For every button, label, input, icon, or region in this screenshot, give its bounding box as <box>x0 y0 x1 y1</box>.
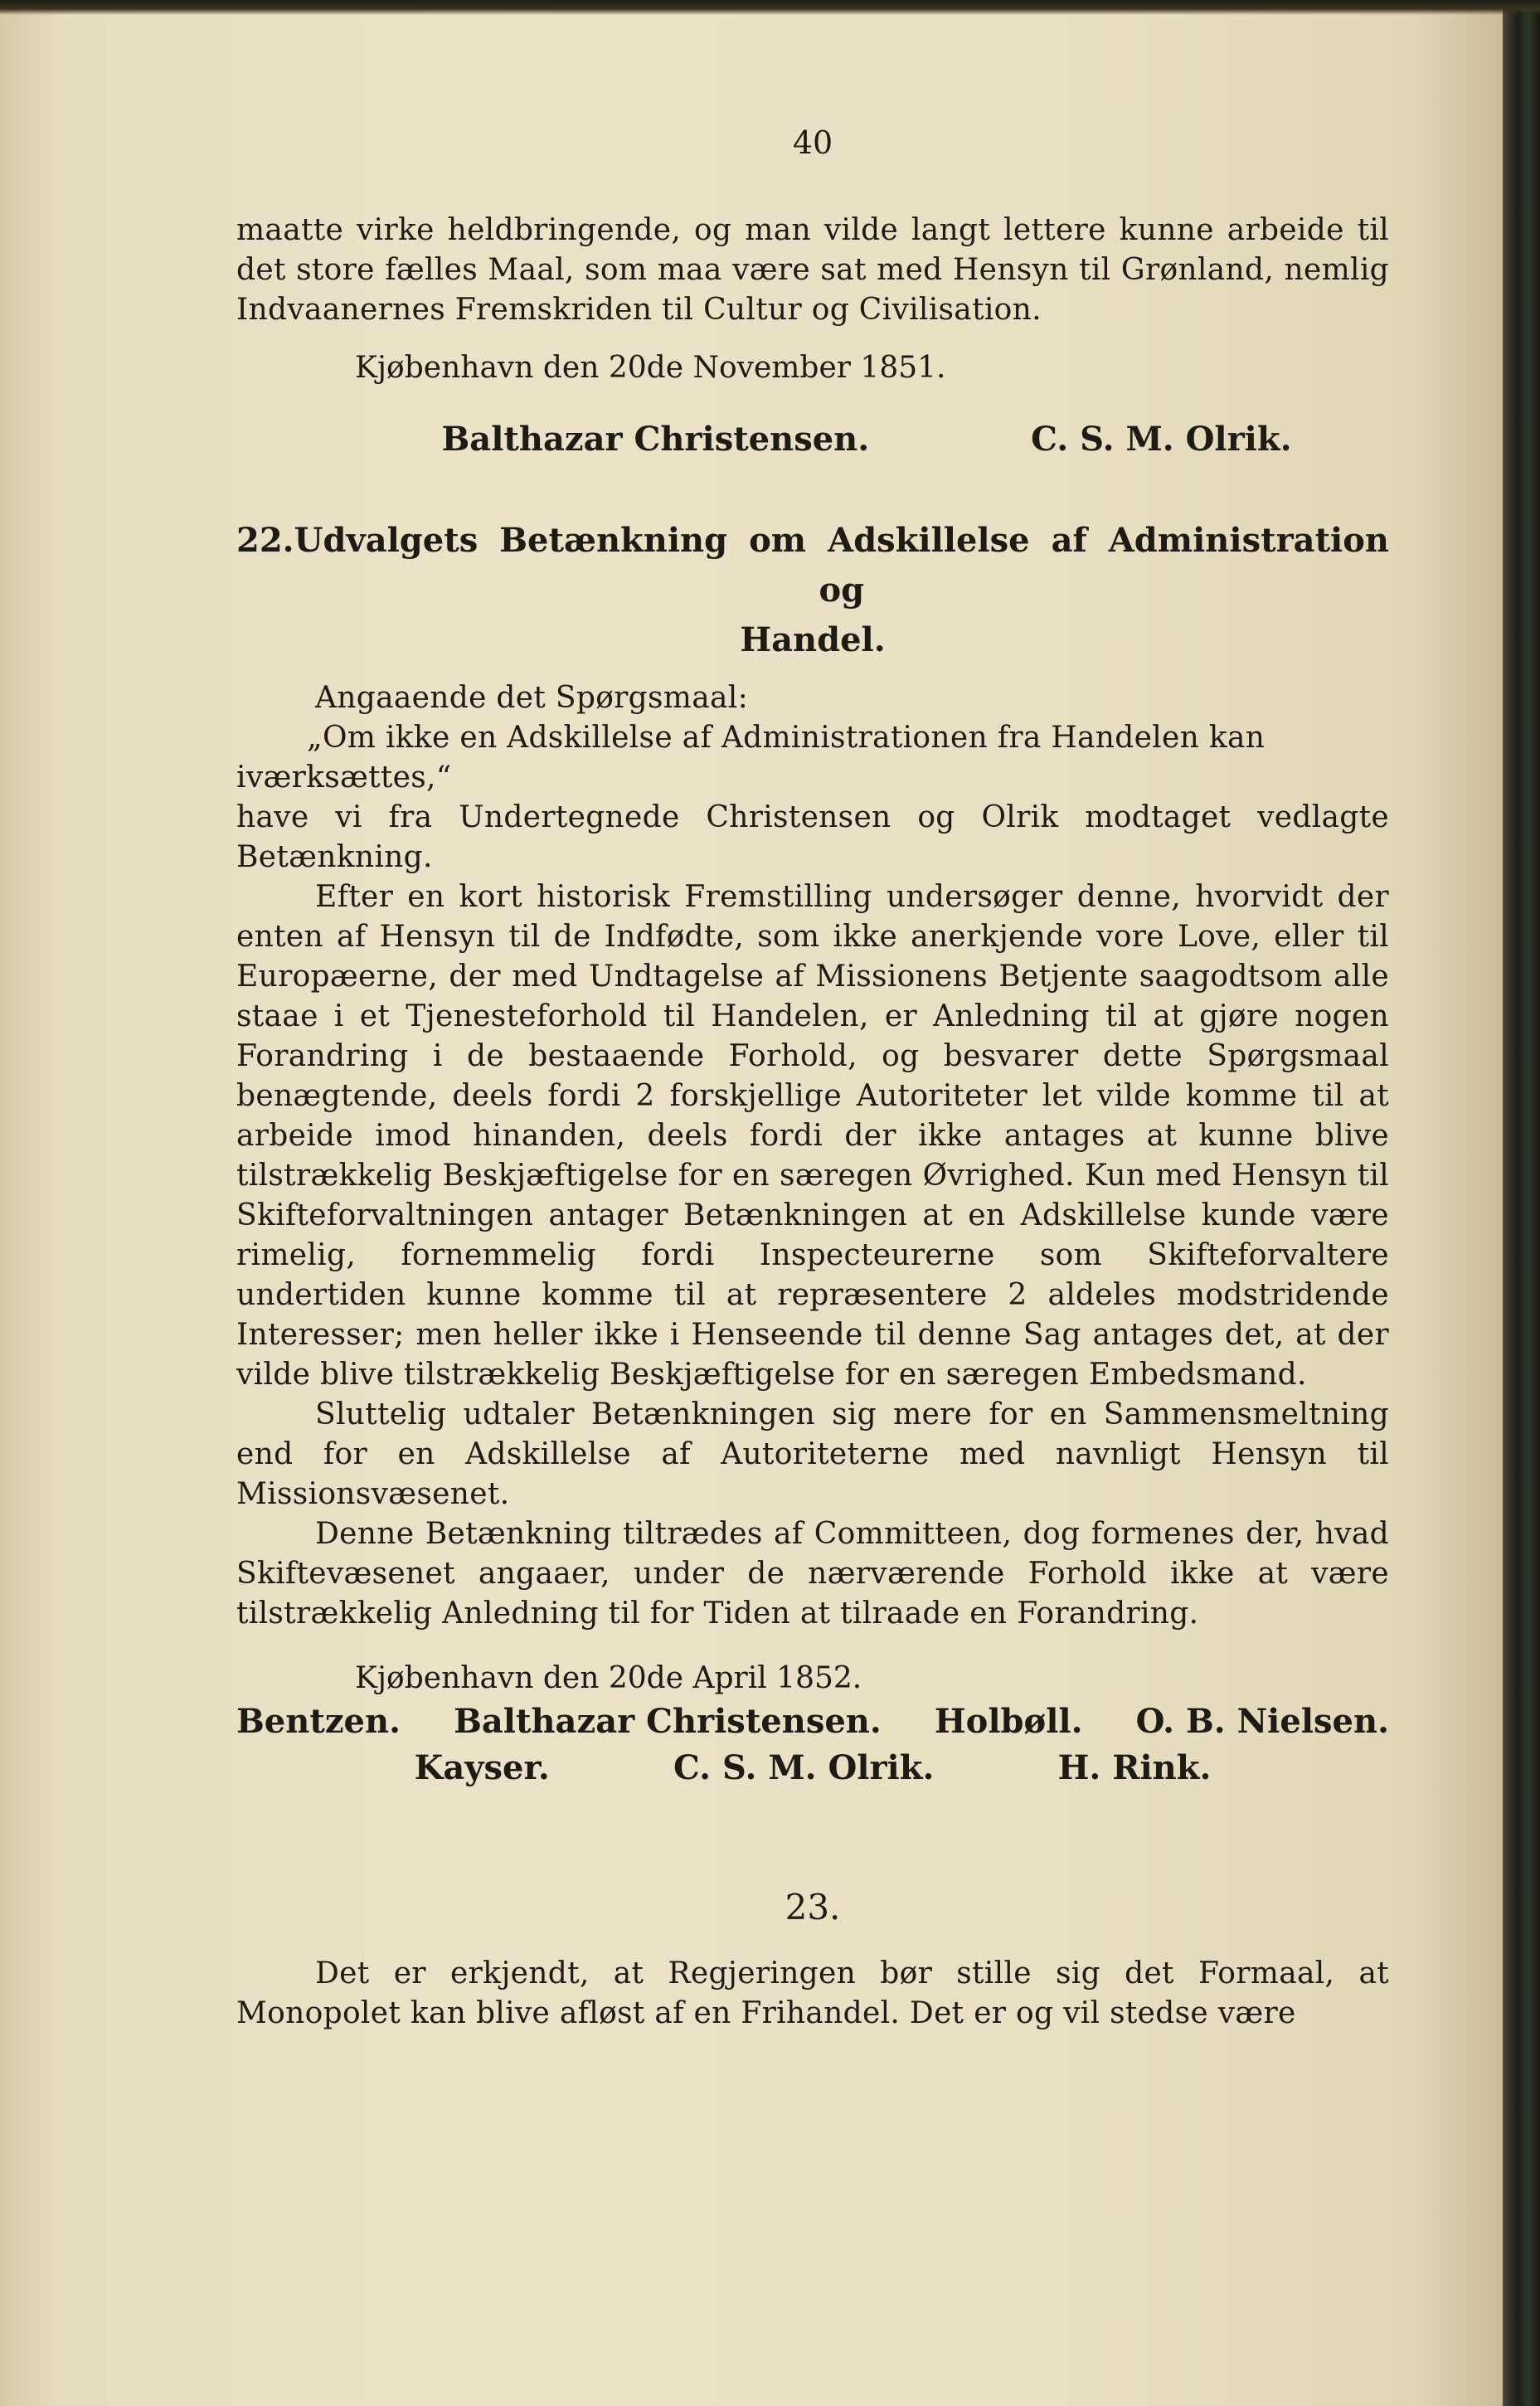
paragraph-have: have vi fra Undertegnede Christensen og Olrik modtaget vedlagte Betænkning. <box>236 800 1389 874</box>
quote-line-2: iværksættes,“ <box>236 761 452 795</box>
paragraph-denne: Denne Betænkning tiltrædes af Committeen, dog formenes der, hvad Skiftevæsenet angaaer, under de nærværende Forhold ikke at være tilstrækkelig Anledning til for Tiden at tilraade en Forandring. <box>236 1517 1389 1631</box>
paragraph-intro: Angaaende det Spørgsmaal: <box>315 681 749 715</box>
place-date-2: Kjøbenhavn den 20de April 1852. <box>355 1661 862 1695</box>
signature: C. S. M. Olrik. <box>1031 420 1292 459</box>
signatures-1 <box>236 416 1389 463</box>
paragraph-last: Det er erkjendt, at Regjeringen bør stille sig det Formaal, at Monopolet kan blive afløst af en Frihandel. Det er og vil stedse være <box>236 1956 1389 2030</box>
signatures-2-row-2 <box>236 1745 1389 1791</box>
paragraph-efter: Efter en kort historisk Fremstilling undersøger denne, hvorvidt der enten af Hensyn til de Indfødte, som ikke anerkjende vore Love, eller til Europæerne, der med Undtagelse af Missionens Betjente saagodtsom alle staae i et Tjenesteforhold til Handelen, er Anledning til at gjøre nogen Forandring i de bestaaende Forhold, og besvarer dette Spørgsmaal benægtende, deels fordi 2 forskjellige Autoriteter let vilde komme til at arbeide imod hinanden, deels fordi der ikke antages at kunne blive tilstrækkelig Beskjæftigelse for en særegen Øvrighed. Kun med Hensyn til Skifteforvaltningen antager Betænkningen at en Adskillelse kunde være rimelig, fornemmelig fordi Inspecteurerne som Skifteforvaltere undertiden kunne komme til at repræsentere 2 aldeles modstridende Interesser; men heller ikke i Henseende til denne Sag antages det, at der vilde blive tilstrækkelig Beskjæftigelse for en særegen Embedsmand. <box>236 880 1389 1392</box>
signature: O. B. Nielsen. <box>1135 1702 1389 1741</box>
section-number-23: 23. <box>785 1887 841 1927</box>
heading-line-1 <box>236 516 1389 615</box>
signature: Kayser. <box>414 1748 550 1787</box>
heading-text-1: Udvalgets Betænkning om Adskillelse af Administration og <box>294 521 1389 610</box>
signature: Holbøll. <box>934 1702 1083 1741</box>
section-heading-22 <box>236 516 1389 665</box>
signature: Balthazar Christensen. <box>441 420 870 459</box>
heading-number: 22. <box>236 521 294 560</box>
signature: Balthazar Christensen. <box>454 1702 882 1741</box>
signature: H. Rink. <box>1057 1748 1212 1787</box>
place-date-1: Kjøbenhavn den 20de November 1851. <box>355 351 946 385</box>
paragraph-sluttelig: Sluttelig udtaler Betænkningen sig mere for en Sammensmeltning end for en Adskillelse af Autoriteterne med navnligt Hensyn til Missionsvæsenet. <box>236 1397 1389 1511</box>
heading-text-2: Handel. <box>740 620 886 659</box>
page-content <box>236 124 1389 2034</box>
signatures-2-row-1 <box>236 1699 1389 1745</box>
page-top-edge <box>0 0 1540 15</box>
quote-line-1: „Om ikke en Adskillelse af Administrationen fra Handelen kan <box>307 721 1266 755</box>
signature: C. S. M. Olrik. <box>673 1748 935 1787</box>
signature: Bentzen. <box>236 1702 401 1741</box>
paragraph-top: maatte virke heldbringende, og man vilde langt lettere kunne arbeide til det store fælles Maal, som maa være sat med Hensyn til Grønland, nemlig Indvaanernes Fremskriden til Cultur og Civilisation. <box>236 213 1389 327</box>
page-number: 40 <box>792 124 833 161</box>
book-spine <box>1503 0 1540 2406</box>
